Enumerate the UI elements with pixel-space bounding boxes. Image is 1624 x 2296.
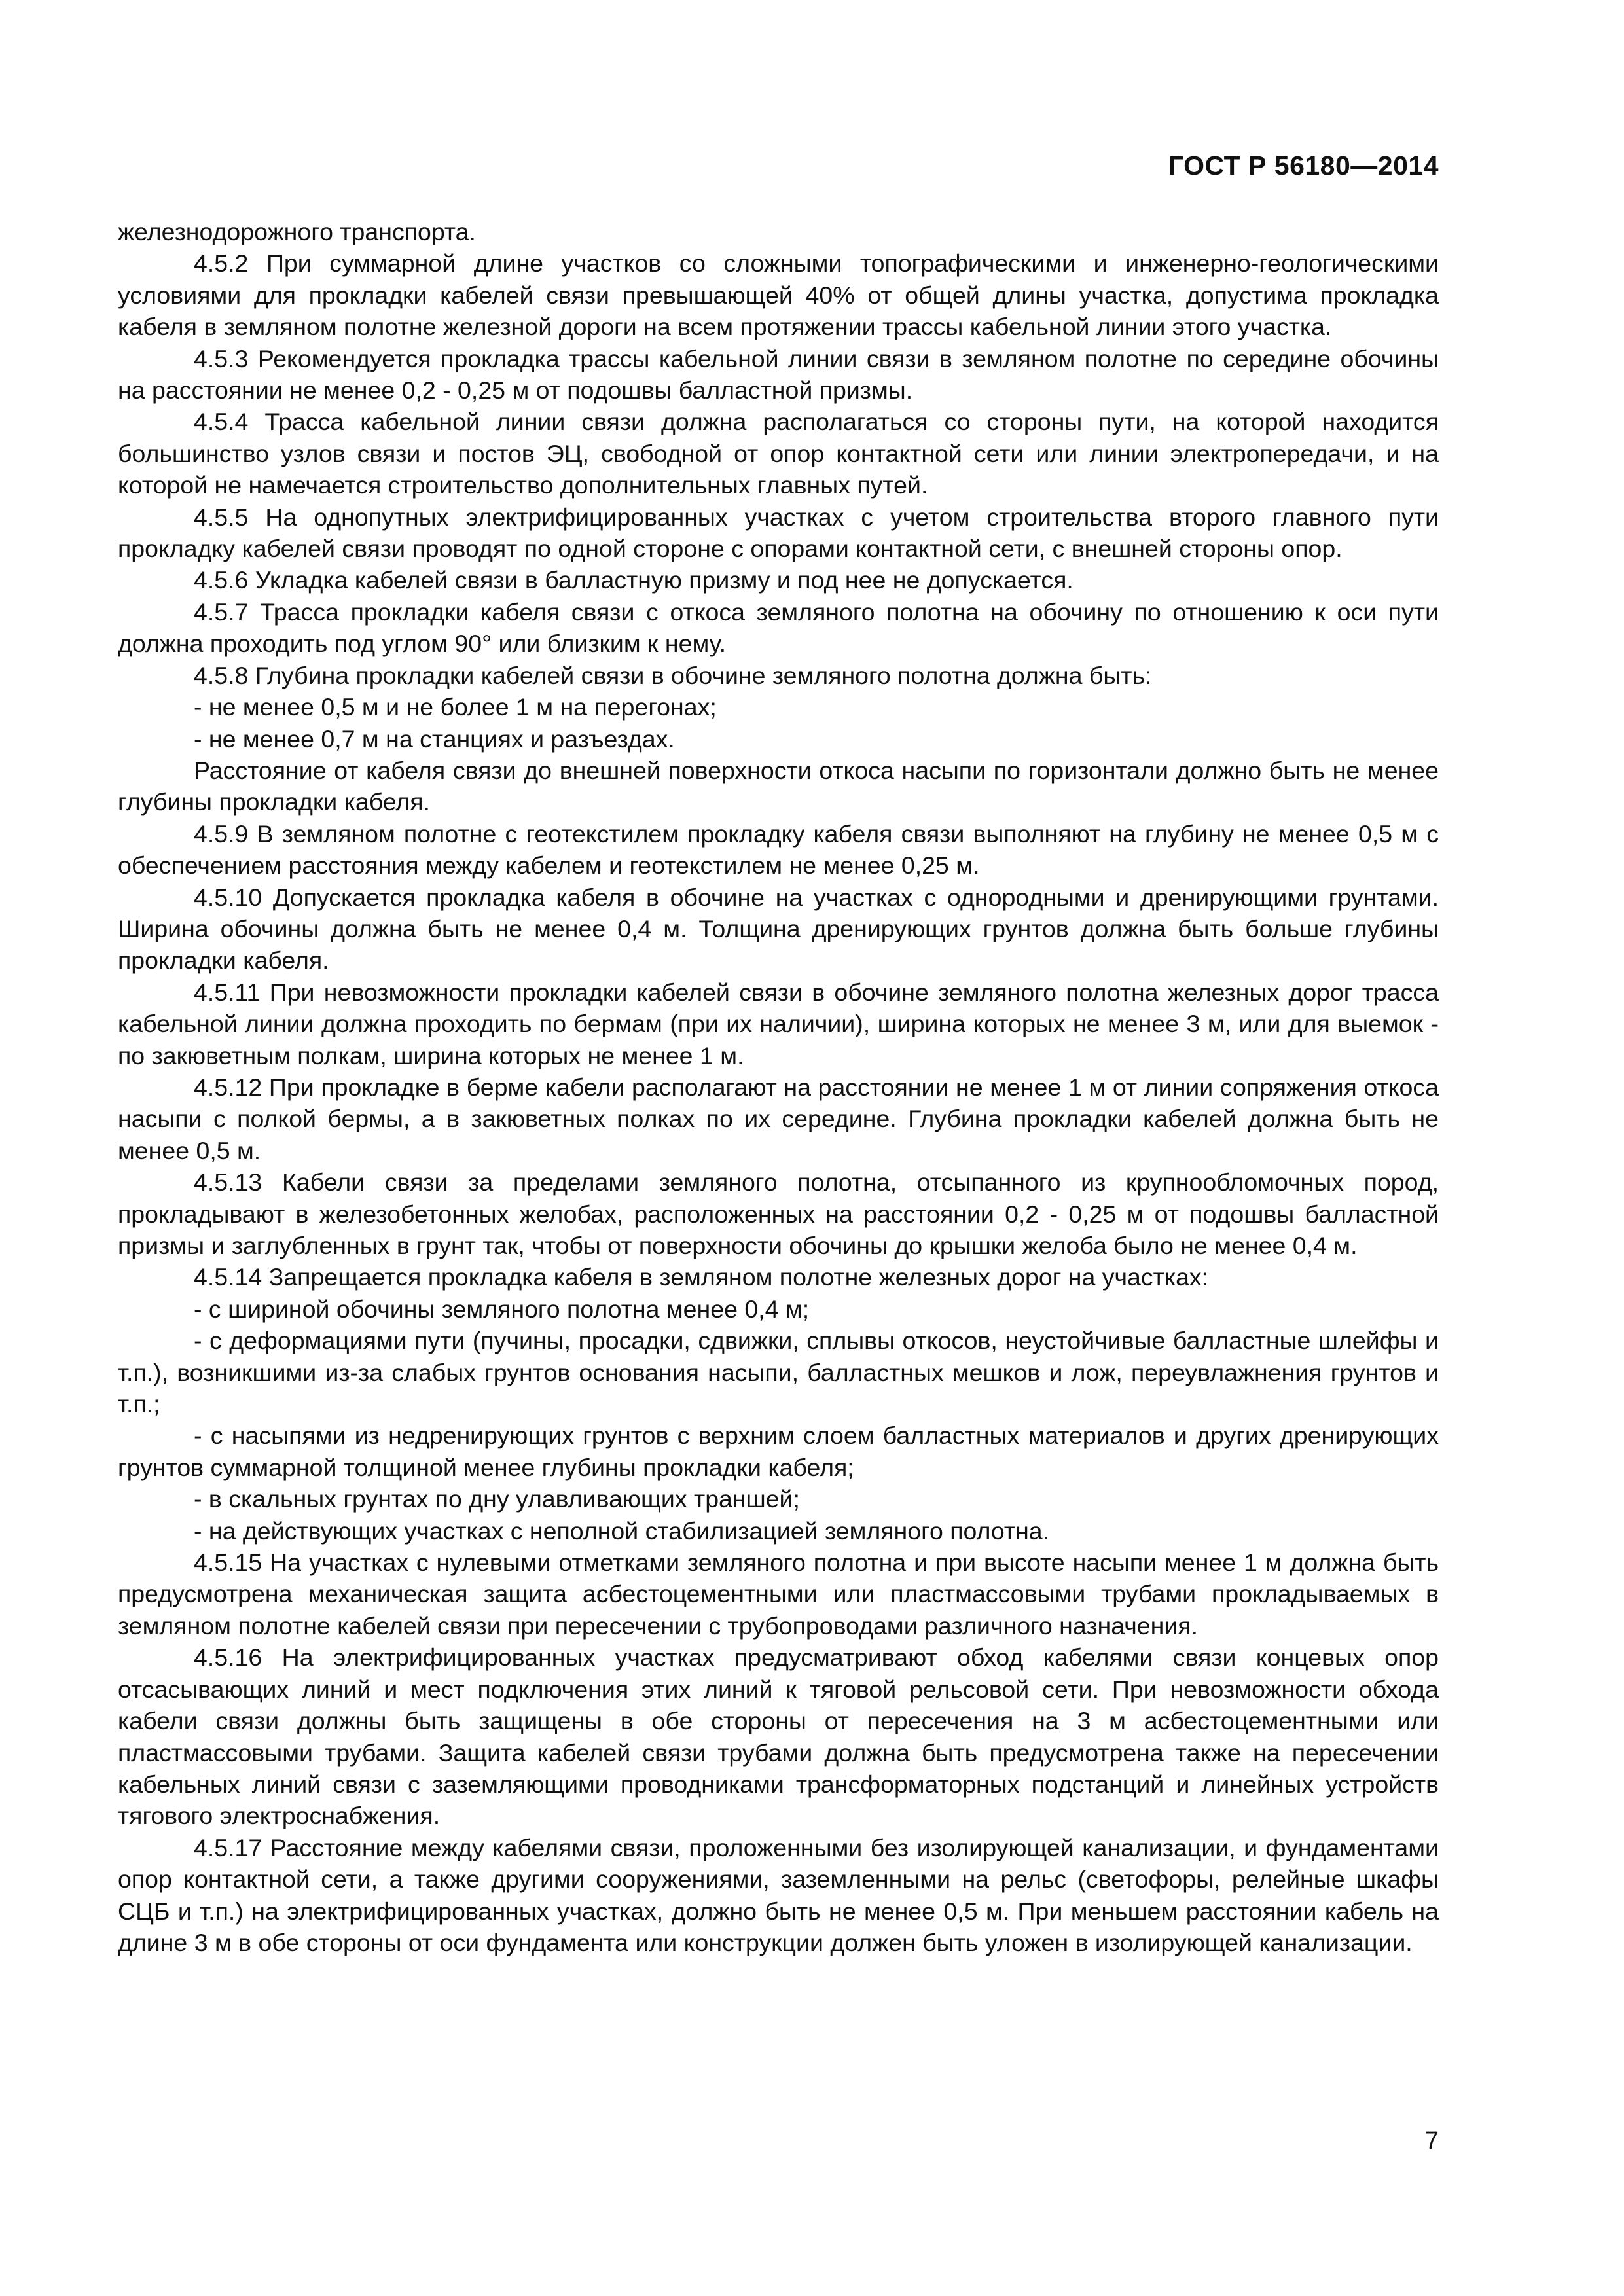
paragraph: 4.5.12 При прокладке в берме кабели располагают на расстоянии не менее 1 м от линии сопряжения откоса насыпи с полкой бермы, а в закюветных полках по их середине. Глубина прокладки кабелей должна быть не менее 0,5 м. xyxy=(118,1073,1439,1164)
list-item: - не менее 0,7 м на станциях и разъездах. xyxy=(194,725,675,753)
paragraph: 4.5.17 Расстояние между кабелями связи, проложенными без изолирующей канализации, и фундаментами опор контактной сети, а также другими сооружениями, заземленными на рельс (светофоры, релейные шкафы СЦБ и т.п.) на электрифицированных участках, должно быть не менее 0,5 м. При меньшем расстоянии кабель на длине 3 м в обе стороны от оси фундамента или конструкции должен быть уложен в изолирующей канализации. xyxy=(118,1833,1439,1956)
paragraph: 4.5.8 Глубина прокладки кабелей связи в обочине земляного полотна должна быть: xyxy=(194,661,1152,689)
list-item: - на действующих участках с неполной стабилизацией земляного полотна. xyxy=(194,1516,1050,1545)
paragraph: 4.5.3 Рекомендуется прокладка трассы кабельной линии связи в земляном полотне по середине обочины на расстоянии не менее 0,2 - 0,25 м от подошвы балластной призмы. xyxy=(118,344,1439,404)
paragraph: 4.5.11 При невозможности прокладки кабелей связи в обочине земляного полотна железных дорог трасса кабельной линии должна проходить по бермам (при их наличии), ширина которых не менее 3 м, или для выемок - по закюветным полкам, ширина которых не менее 1 м. xyxy=(118,978,1439,1069)
paragraph: 4.5.13 Кабели связи за пределами земляного полотна, отсыпанного из крупнообломочных пород, прокладывают в железобетонных желобах, расположенных на расстоянии 0,2 - 0,25 м от подошвы балластной призмы и заглубленных в грунт так, чтобы от поверхности обочины до крышки желоба было не менее 0,4 м. xyxy=(118,1168,1439,1259)
document-body xyxy=(118,216,1439,1958)
paragraph: 4.5.15 На участках с нулевыми отметками земляного полотна и при высоте насыпи менее 1 м должна быть предусмотрена механическая защита асбестоцементными или пластмассовыми трубами прокладываемых в земляном полотне кабелей связи при пересечении с трубопроводами различного назначения. xyxy=(118,1549,1439,1640)
list-item: - в скальных грунтах по дну улавливающих траншей; xyxy=(194,1485,800,1513)
paragraph: Расстояние от кабеля связи до внешней поверхности откоса насыпи по горизонтали должно быть не менее глубины прокладки кабеля. xyxy=(118,756,1439,816)
paragraph: железнодорожного транспорта. xyxy=(118,218,476,245)
paragraph: 4.5.5 На однопутных электрифицированных участках с учетом строительства второго главного пути прокладку кабелей связи проводят по одной стороне с опорами контактной сети, с внешней стороны опор. xyxy=(118,503,1439,563)
list-item: - с шириной обочины земляного полотна менее 0,4 м; xyxy=(194,1295,810,1323)
paragraph: 4.5.16 На электрифицированных участках предусматривают обход кабелями связи концевых опор отсасывающих линий и мест подключения этих линий к тяговой рельсовой сети. При невозможности обхода кабели связи должны быть защищены в обе стороны от пересечения на 3 м асбестоцементными или пластмассовыми трубами. Защита кабелей связи трубами должна быть предусмотрена также на пересечении кабельных линий связи с заземляющими проводниками трансформаторных подстанций и линейных устройств тягового электроснабжения. xyxy=(118,1643,1439,1830)
page-number: 7 xyxy=(1424,2127,1439,2155)
paragraph: 4.5.7 Трасса прокладки кабеля связи с откоса земляного полотна на обочину по отношению к оси пути должна проходить под углом 90° или близким к нему. xyxy=(118,598,1439,658)
list-item: - не менее 0,5 м и не более 1 м на перегонах; xyxy=(194,693,717,721)
paragraph: 4.5.14 Запрещается прокладка кабеля в земляном полотне железных дорог на участках: xyxy=(194,1263,1209,1291)
paragraph: 4.5.9 В земляном полотне с геотекстилем прокладку кабеля связи выполняют на глубину не менее 0,5 м с обеспечением расстояния между кабелем и геотекстилем не менее 0,25 м. xyxy=(118,819,1439,880)
paragraph: 4.5.4 Трасса кабельной линии связи должна располагаться со стороны пути, на которой находится большинство узлов связи и постов ЭЦ, свободной от опор контактной сети или линии электропередачи, и на которой не намечается строительство дополнительных главных путей. xyxy=(118,408,1439,499)
paragraph: 4.5.2 При суммарной длине участков со сложными топографическими и инженерно-геологическими условиями для прокладки кабелей связи превышающей 40% от общей длины участка, допустима прокладка кабеля в земляном полотне железной дороги на всем протяжении трассы кабельной линии этого участка. xyxy=(118,249,1439,341)
document-code-header: ГОСТ Р 56180—2014 xyxy=(1168,151,1439,181)
list-item: - с насыпями из недренирующих грунтов с верхним слоем балластных материалов и других дренирующих грунтов суммарной толщиной менее глубины прокладки кабеля; xyxy=(118,1422,1439,1481)
paragraph: 4.5.10 Допускается прокладка кабеля в обочине на участках с однородными и дренирующими грунтами. Ширина обочины должна быть не менее 0,4 м. Толщина дренирующих грунтов должна быть больше глубины прокладки кабеля. xyxy=(118,883,1439,975)
paragraph: 4.5.6 Укладка кабелей связи в балластную призму и под нее не допускается. xyxy=(194,566,1074,594)
list-item: - с деформациями пути (пучины, просадки, сдвижки, сплывы откосов, неустойчивые балластные шлейфы и т.п.), возникшими из-за слабых грунтов основания насыпи, балластных мешков и лож, переувлажнения грунтов и т.п.; xyxy=(118,1327,1439,1418)
